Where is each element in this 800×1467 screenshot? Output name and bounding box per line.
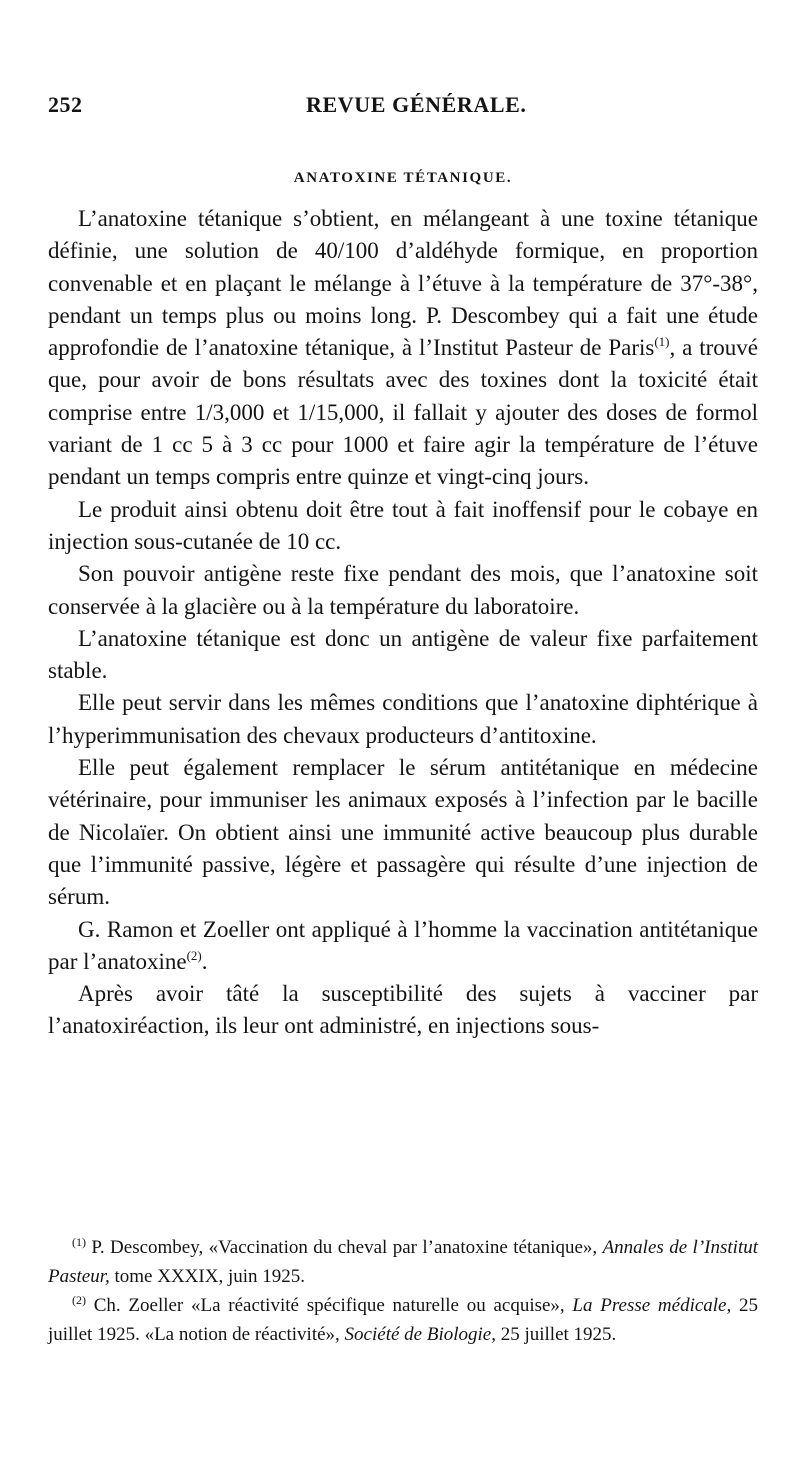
paragraph-6: Elle peut également remplacer le sérum antitétanique en médecine vétérinaire, pour immuniser les animaux exposés à l’infection par le bacille de Nicolaïer. On obtient ainsi une immunité active beaucoup plus durable que l’immunité passive, légère et passagère qui résulte d’une injection de sérum. bbox=[48, 755, 758, 910]
footnote-2-text-a: Ch. Zoeller «La réactivité spécifique naturelle ou acquise», bbox=[86, 1295, 573, 1316]
paragraph-5: Elle peut servir dans les mêmes conditions que l’anatoxine diphtérique à l’hyperimmunisation des chevaux producteurs d’antitoxine. bbox=[48, 690, 758, 748]
footnote-1-text-b: tome XXXIX, juin 1925. bbox=[109, 1266, 306, 1287]
paragraph-1 bbox=[48, 203, 758, 494]
footnote-2-society: Société de Biologie, bbox=[344, 1324, 496, 1345]
footnote-1-journal: Annales de l’Institut Pasteur, bbox=[48, 1237, 759, 1287]
paragraph-7 bbox=[48, 914, 758, 979]
paragraph-8: Après avoir tâté la susceptibilité des sujets à vacciner par l’anatoxiréaction, ils leur ont administré, en injections sous- bbox=[48, 981, 758, 1039]
footnote-ref-1: (1) bbox=[654, 334, 670, 350]
paragraph-3: Son pouvoir antigène reste fixe pendant des mois, que l’anatoxine soit conservée à la glacière ou à la température du laboratoire. bbox=[48, 561, 758, 619]
journal-title: REVUE GÉNÉRALE. bbox=[306, 92, 527, 117]
body-text bbox=[48, 203, 758, 1043]
footnote-2-journal: La Presse médicale, bbox=[572, 1295, 732, 1316]
running-head bbox=[48, 92, 758, 122]
page-number: 252 bbox=[48, 92, 83, 117]
footnote-1-text-a: P. Descombey, «Vaccination du cheval par l’anatoxine tétanique», bbox=[86, 1237, 603, 1258]
footnote-2-text-b: 25 juillet 1925. «La notion de réactivité», bbox=[48, 1295, 758, 1345]
paragraph-2: Le produit ainsi obtenu doit être tout à fait inoffensif pour le cobaye en injection sous-cutanée de 10 cc. bbox=[48, 496, 758, 554]
paragraph-1-text-a: L’anatoxine tétanique s’obtient, en mélangeant à une toxine tétanique définie, une solution de 40/100 d’aldéhyde formique, en proportion convenable et en plaçant le mélange à l’étuve à la température de 37°-38°, pendant un temps plus ou moins long. P. Descombey qui a fait une étude approfondie de l’anatoxine tétanique, à l’Institut Pasteur de Paris bbox=[48, 206, 758, 361]
section-title: ANATOXINE TÉTANIQUE. bbox=[293, 170, 513, 186]
footnote-1 bbox=[48, 1233, 758, 1291]
paragraph-4: L’anatoxine tétanique est donc un antigène de valeur fixe parfaitement stable. bbox=[48, 625, 758, 684]
footnote-2-mark: (2) bbox=[72, 1293, 86, 1307]
paragraph-7-tail: . bbox=[201, 948, 208, 974]
paragraph-1-text-b: , a trouvé que, pour avoir de bons résultats avec des toxines dont la toxicité était comprise entre 1/3,000 et 1/15,000, il fallait y ajouter des doses de formol variant de 1 cc 5 à 3 cc pour 1000 et faire agir la température de l’étuve pendant un temps compris entre quinze et vingt-cinq jours. bbox=[48, 335, 759, 490]
footnotes bbox=[48, 1233, 758, 1349]
paragraph-7-text: G. Ramon et Zoeller ont appliqué à l’homme la vaccination antitétanique par l’anatoxine bbox=[48, 916, 758, 974]
footnote-1-mark: (1) bbox=[72, 1235, 86, 1249]
footnote-2 bbox=[48, 1291, 758, 1349]
footnote-ref-2: (2) bbox=[186, 947, 202, 963]
footnote-2-text-c: 25 juillet 1925. bbox=[495, 1324, 617, 1345]
